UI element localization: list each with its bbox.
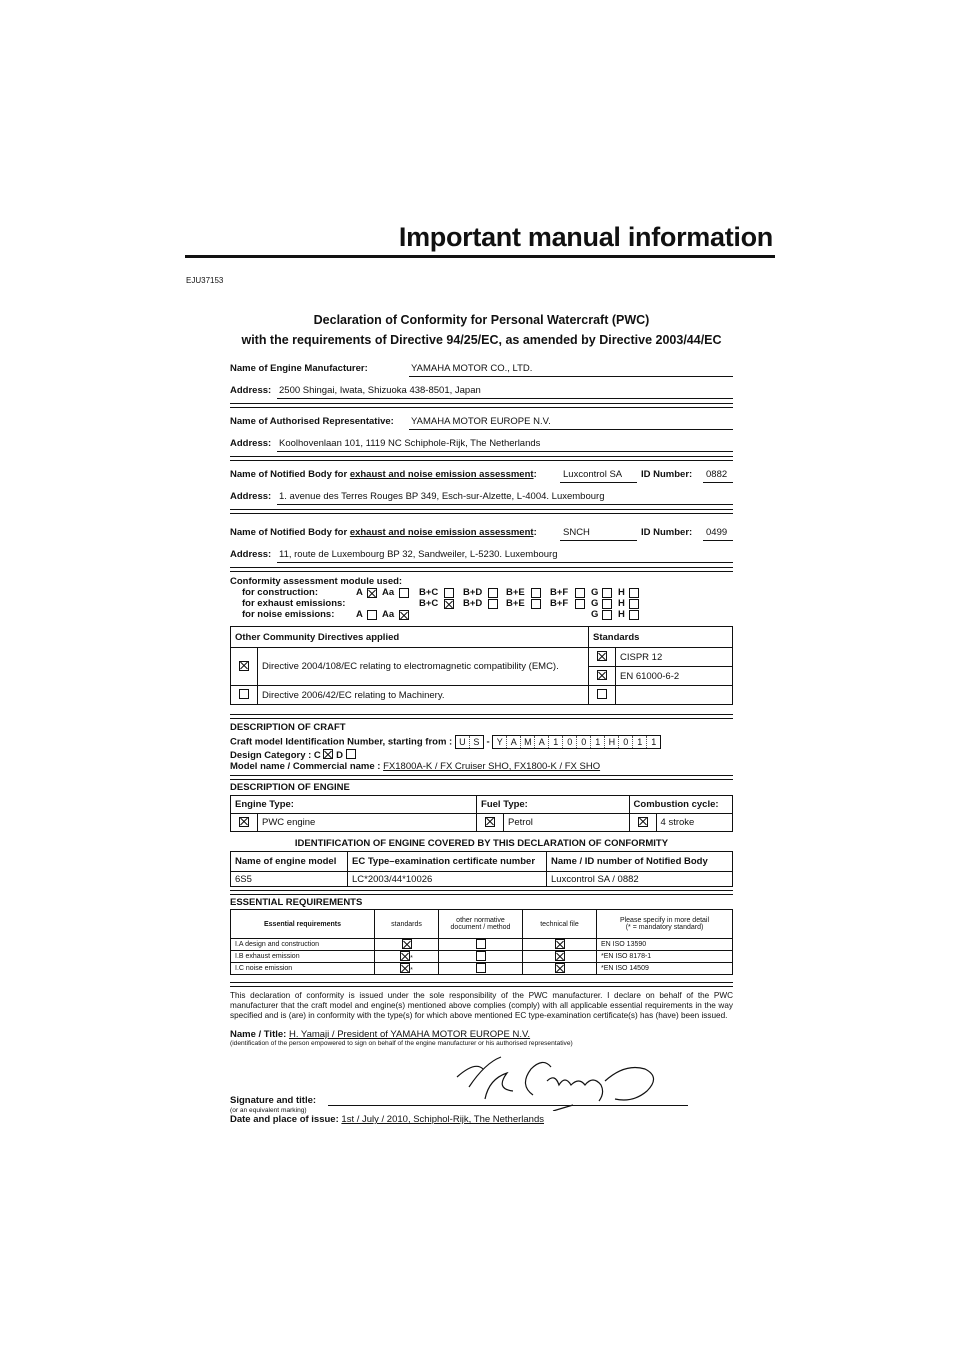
essential-row (231, 951, 733, 963)
notified-body-2-value: SNCH (563, 527, 590, 538)
craft-id-char: H (604, 736, 618, 748)
directives-table (230, 626, 733, 705)
requirement-name: I.A design and construction (231, 939, 375, 951)
date-place-value: 1st / July / 2010, Schiphol-Rijk, The Netherlands (341, 1114, 545, 1125)
checkbox-unchecked[interactable] (629, 610, 639, 620)
essential-table (230, 909, 733, 975)
craft-id-char: S (469, 736, 483, 748)
address-label: Address: (230, 385, 272, 396)
specify-line-1: Please specify in more detail (619, 917, 710, 924)
checkbox-unchecked[interactable] (602, 588, 612, 598)
module-label: H (618, 587, 625, 598)
checkbox-unchecked[interactable] (629, 599, 639, 609)
id-number-label: ID Number: (641, 527, 693, 538)
notified-body-2-id: 0499 (706, 527, 728, 538)
module-label: B+D (463, 587, 483, 598)
standards-cell (375, 939, 439, 951)
manufacturer-value: YAMAHA MOTOR CO., LTD. (411, 363, 533, 374)
essential-title: ESSENTIAL REQUIREMENTS (230, 897, 363, 908)
notified-body-1-value: Luxcontrol SA (563, 469, 623, 480)
declaration-title-1: Declaration of Conformity for Personal Watercraft (PWC) (313, 313, 650, 327)
checkbox-unchecked[interactable] (602, 610, 612, 620)
engine-section-title: DESCRIPTION OF ENGINE (230, 782, 350, 793)
normative-line-2: document / method (450, 924, 511, 931)
craft-id-serial-box (492, 735, 661, 749)
conformity-statement: This declaration of conformity is issued under the sole responsibility of the PWC manufacturer. I declare on behalf of the PWC manufacturer that the craft model and engine(s) mentioned above complies (comply) with all applicable essential requirements in the way specified and is (are) in conformity with the type(s) for which above mentioned EC type-examination certificate(s) has (have) been issued. (230, 991, 733, 1020)
normative-cell (439, 963, 523, 975)
mandatory-star: * (410, 967, 413, 974)
underline (277, 504, 733, 505)
name-title-value: H. Yamaji / President of YAMAHA MOTOR EUROPE N.V. (288, 1029, 531, 1040)
signature-note: (or an equivalent marking) (230, 1107, 307, 1114)
checkbox-checked[interactable] (239, 817, 249, 827)
conformity-modules (230, 576, 733, 620)
module-label: A (356, 609, 363, 620)
specify-line-2: (* = mandatory standard) (625, 924, 704, 931)
checkbox-checked[interactable] (444, 599, 454, 609)
standard-en: EN 61000-6-2 (616, 667, 733, 686)
craft-id-char: M (520, 736, 534, 748)
divider (230, 775, 733, 780)
checkbox-checked[interactable] (555, 939, 565, 949)
directives-header: Other Community Directives applied (231, 627, 589, 648)
page-title: Important manual information (398, 222, 773, 252)
notified-body-2-field (230, 524, 733, 541)
identification-table (230, 851, 733, 887)
notified-body-1-address: 1. avenue des Terres Rouges BP 349, Esch-sur-Alzette, L-4004. Luxembourg (279, 491, 605, 502)
divider (230, 403, 733, 408)
representative-address: Koolhovenlaan 101, 1119 NC Schiphole-Rijk, The Netherlands (279, 438, 541, 449)
essential-row (231, 939, 733, 951)
standards-header: Standards (589, 627, 733, 648)
module-label: B+F (550, 587, 569, 598)
address-label: Address: (230, 491, 272, 502)
signature-area (230, 1061, 733, 1114)
design-category-label: Design Category : C (230, 750, 321, 761)
mandatory-star: * (410, 955, 413, 962)
underline (277, 398, 733, 399)
checkbox-checked[interactable] (555, 963, 565, 973)
declaration-title-2: with the requirements of Directive 94/25/EC, as amended by Directive 2003/44/EC (241, 333, 722, 347)
craft-id-char: 0 (576, 736, 590, 748)
certificate-header: EC Type–examination certificate number (348, 852, 547, 872)
modules-exhaust-label: for exhaust emissions: (242, 598, 346, 609)
checkbox-unchecked[interactable] (399, 588, 409, 598)
machinery-check-cell (231, 686, 258, 705)
representative-field (230, 413, 733, 430)
notified-body-header: Name / ID number of Notified Body (547, 852, 733, 872)
normative-line-1: other normative (456, 917, 505, 924)
module-label: G (591, 587, 599, 598)
specification-cell: *EN ISO 14509 (597, 963, 733, 975)
notified-underlined: exhaust and noise emission assessment (349, 469, 534, 480)
notified-body-2-address: 11, route de Luxembourg BP 32, Sandweiler, L-5230. Luxembourg (279, 549, 558, 560)
craft-id-char: 0 (562, 736, 576, 748)
normative-cell (439, 951, 523, 963)
identification-title: IDENTIFICATION OF ENGINE COVERED BY THIS DECLARATION OF CONFORMITY (294, 838, 669, 849)
checkbox-checked[interactable] (597, 670, 607, 680)
checkbox-unchecked[interactable] (575, 588, 585, 598)
date-place-line (230, 1114, 733, 1125)
underline (560, 482, 637, 483)
module-label: G (591, 598, 599, 609)
modules-noise-label: for noise emissions: (242, 609, 335, 620)
checkbox-checked[interactable] (323, 749, 333, 759)
name-title-line (230, 1029, 733, 1040)
std-check-cell (589, 667, 616, 686)
manufacturer-address-field (230, 382, 733, 399)
certificate-value: LC*2003/44*10026 (348, 872, 547, 887)
checkbox-checked[interactable] (239, 661, 249, 671)
checkbox-unchecked[interactable] (602, 599, 612, 609)
emc-directive: Directive 2004/108/EC relating to electromagnetic compatibility (EMC). (258, 648, 589, 686)
module-label: Aa (382, 609, 395, 620)
craft-id-char: 1 (548, 736, 562, 748)
checkbox-checked[interactable] (638, 817, 648, 827)
notified-label: Name of Notified Body for (230, 469, 348, 480)
notified-body-2-address-field (230, 546, 733, 563)
standard-empty (616, 686, 733, 705)
underline (560, 540, 637, 541)
handwritten-signature (455, 1055, 665, 1111)
craft-id-char: 1 (590, 736, 604, 748)
design-category-d: D (336, 750, 343, 761)
standards-cell (375, 963, 439, 975)
checkbox-unchecked[interactable] (444, 588, 454, 598)
title-rule (185, 255, 775, 258)
standards-cell (375, 951, 439, 963)
craft-id-dash: - (486, 736, 490, 748)
divider (230, 982, 733, 987)
model-name-value: FX1800A-K / FX Cruiser SHO, FX1800-K / FX SHO (383, 761, 601, 772)
checkbox-unchecked[interactable] (476, 951, 486, 961)
engine-table (230, 795, 733, 832)
technical-file-header: technical file (523, 910, 597, 939)
fuel-check-cell (477, 814, 504, 832)
checkbox-unchecked[interactable] (476, 963, 486, 973)
checkbox-checked[interactable] (597, 651, 607, 661)
requirement-name: I.C noise emission (231, 963, 375, 975)
checkbox-unchecked[interactable] (367, 610, 377, 620)
standards-col-header: standards (375, 910, 439, 939)
notified-body-1-address-field (230, 488, 733, 505)
emc-check-cell (231, 648, 258, 686)
divider (230, 456, 733, 461)
divider (230, 509, 733, 514)
checkbox-checked[interactable] (399, 610, 409, 620)
notified-label: Name of Notified Body for (230, 527, 348, 538)
craft-id-char: 1 (632, 736, 646, 748)
checkbox-unchecked[interactable] (476, 939, 486, 949)
fuel-type-value: Petrol (504, 814, 630, 832)
representative-address-field (230, 435, 733, 452)
checkbox-unchecked[interactable] (346, 749, 356, 759)
underline (703, 482, 733, 483)
craft-id-line (230, 735, 733, 749)
representative-label: Name of Authorised Representative: (230, 416, 394, 427)
underline (409, 376, 733, 377)
checkbox-checked[interactable] (555, 951, 565, 961)
checkbox-unchecked[interactable] (488, 588, 498, 598)
manufacturer-label: Name of Engine Manufacturer: (230, 363, 368, 374)
checkbox-checked[interactable] (367, 588, 377, 598)
checkbox-unchecked[interactable] (488, 599, 498, 609)
technical-file-cell (523, 963, 597, 975)
name-title-note: (identification of the person empowered to sign on behalf of the engine manufacturer or his authorised representative) (230, 1040, 573, 1047)
date-place-label: Date and place of issue: (230, 1114, 339, 1125)
notified-body-1-id: 0882 (706, 469, 728, 480)
craft-id-char: 0 (618, 736, 632, 748)
colon: : (533, 527, 537, 538)
standard-cispr: CISPR 12 (616, 648, 733, 667)
craft-id-char: Y (496, 737, 503, 747)
underline (703, 540, 733, 541)
address-label: Address: (230, 549, 272, 560)
specify-header (597, 910, 733, 939)
checkbox-unchecked[interactable] (531, 599, 541, 609)
checkbox-checked[interactable] (400, 951, 410, 961)
signature-label: Signature and title: (230, 1095, 317, 1106)
module-label: G (591, 609, 599, 620)
craft-id-char: A (534, 736, 548, 748)
underline (277, 451, 733, 452)
combustion-header: Combustion cycle: (629, 796, 732, 814)
model-name-line (230, 761, 733, 772)
fuel-type-header: Fuel Type: (477, 796, 630, 814)
craft-id-prefix-box (455, 735, 484, 749)
craft-section-title: DESCRIPTION OF CRAFT (230, 722, 346, 733)
divider (230, 714, 733, 719)
module-label: A (356, 587, 363, 598)
divider (230, 567, 733, 572)
checkbox-checked[interactable] (485, 817, 495, 827)
engine-type-value: PWC engine (258, 814, 477, 832)
representative-value: YAMAHA MOTOR EUROPE N.V. (411, 416, 551, 427)
cycle-check-cell (629, 814, 656, 832)
modules-title: Conformity assessment module used: (230, 576, 403, 587)
requirement-name: I.B exhaust emission (231, 951, 375, 963)
engine-model-value: 6S5 (231, 872, 348, 887)
notified-body-1-field (230, 466, 733, 483)
checkbox-unchecked[interactable] (629, 588, 639, 598)
engine-type-header: Engine Type: (231, 796, 477, 814)
checkbox-unchecked[interactable] (575, 599, 585, 609)
essential-row (231, 963, 733, 975)
checkbox-unchecked[interactable] (239, 689, 249, 699)
checkbox-unchecked[interactable] (531, 588, 541, 598)
declaration-form (230, 310, 733, 1125)
engine-check-cell (231, 814, 258, 832)
technical-file-cell (523, 951, 597, 963)
essential-header: Essential requirements (231, 910, 375, 939)
model-name-label: Model name / Commercial name : (230, 761, 381, 772)
checkbox-unchecked[interactable] (597, 689, 607, 699)
manufacturer-address: 2500 Shingai, Iwata, Shizuoka 438-8501, Japan (279, 385, 481, 396)
notified-underlined: exhaust and noise emission assessment (349, 527, 534, 538)
normative-col-header (439, 910, 523, 939)
std-check-cell (589, 648, 616, 667)
specification-cell: EN ISO 13590 (597, 939, 733, 951)
module-label: H (618, 609, 625, 620)
specification-cell: *EN ISO 8178-1 (597, 951, 733, 963)
module-label: Aa (382, 587, 395, 598)
craft-id-char: U (459, 737, 466, 747)
colon: : (533, 469, 537, 480)
technical-file-cell (523, 939, 597, 951)
document-code: EJU37153 (186, 276, 224, 285)
module-label: H (618, 598, 625, 609)
engine-model-header: Name of engine model (231, 852, 348, 872)
address-label: Address: (230, 438, 272, 449)
machinery-directive: Directive 2006/42/EC relating to Machinery. (258, 686, 589, 705)
craft-id-char: A (506, 736, 520, 748)
name-title-label: Name / Title: (230, 1029, 287, 1040)
design-category-line (230, 749, 733, 761)
normative-cell (439, 939, 523, 951)
signature-underline (328, 1105, 688, 1106)
notified-body-value: Luxcontrol SA / 0882 (547, 872, 733, 887)
std-check-cell (589, 686, 616, 705)
manufacturer-field (230, 360, 733, 377)
craft-id-label: Craft model Identification Number, starting from : (230, 736, 453, 748)
modules-construction-label: for construction: (242, 587, 318, 598)
module-label: B+F (550, 598, 569, 609)
module-label: B+C (419, 587, 439, 598)
divider (230, 890, 733, 895)
combustion-value: 4 stroke (656, 814, 732, 832)
module-label: B+E (506, 587, 525, 598)
underline (409, 429, 733, 430)
module-label: B+D (463, 598, 483, 609)
id-number-label: ID Number: (641, 469, 693, 480)
checkbox-checked[interactable] (402, 939, 412, 949)
craft-id-char: 1 (646, 736, 660, 748)
checkbox-checked[interactable] (400, 963, 410, 973)
module-label: B+E (506, 598, 525, 609)
underline (277, 562, 733, 563)
module-label: B+C (419, 598, 439, 609)
